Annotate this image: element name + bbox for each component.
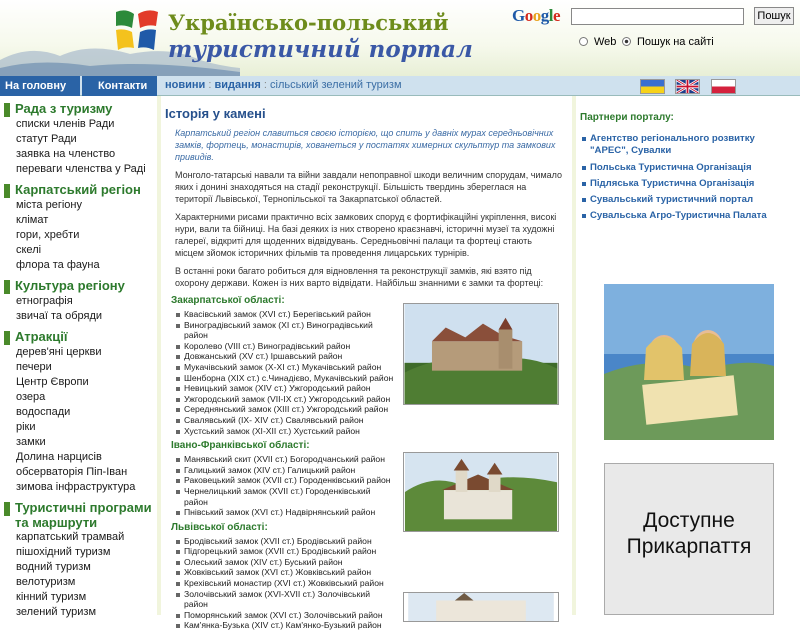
- castle-list-item: Ужгородський замок (VII-IX ст.) Ужгородський район: [175, 394, 395, 405]
- castle-list-item: Галицький замок (XIV ст.) Галицький район: [175, 465, 395, 476]
- radio-web-circle[interactable]: [579, 37, 588, 46]
- sidebar-item[interactable]: заявка на членство: [16, 148, 116, 160]
- castle-list-item: Чернелицький замок (XVII ст.) Городенківський район: [175, 486, 395, 507]
- castle-list-item: Середнянський замок (XIII ст.) Ужгородський район: [175, 404, 395, 415]
- sidebar-item[interactable]: обсерваторія Піп-Іван: [16, 466, 128, 478]
- sidebar-section-header[interactable]: [0, 500, 157, 530]
- castle-list-item: Манявський скит (XVII ст.) Богородчанський район: [175, 454, 395, 465]
- sidebar-item[interactable]: міста регіону: [16, 199, 82, 211]
- uk-flag-icon[interactable]: [675, 79, 700, 94]
- page-title: Історія у камені: [165, 106, 266, 121]
- site-title-line2: туристичний портал: [168, 36, 473, 63]
- partner-link-izba[interactable]: Сувальська Агро-Туристична Палата: [590, 210, 767, 221]
- castle-list-item: Квасівський замок (XVI ст.) Берегівський район: [175, 309, 395, 320]
- partner-link-suwalski[interactable]: Сувальський туристичний портал: [590, 194, 754, 205]
- castle-list-item: Пнівський замок (XVI ст.) Надвірнянський район: [175, 507, 395, 518]
- sidebar-section: [0, 329, 157, 495]
- sidebar-item[interactable]: Долина нарцисів: [16, 451, 102, 463]
- partners-heading: Партнери порталу:: [580, 112, 674, 123]
- section-bar-icon: [4, 280, 10, 294]
- sidebar-item[interactable]: пішохідний туризм: [16, 546, 111, 558]
- section-bar-icon: [4, 502, 10, 516]
- sidebar-item[interactable]: зелений туризм: [16, 606, 97, 618]
- castle-list-item: Поморянський замок (XVI ст.) Золочівський район: [175, 610, 395, 621]
- site-logo[interactable]: [112, 6, 160, 54]
- sidebar-section: [0, 182, 157, 273]
- google-logo: Google: [512, 6, 561, 25]
- partner-link-podlaska[interactable]: Підляська Туристична Організація: [590, 178, 755, 189]
- sidebar-item[interactable]: замки: [16, 436, 46, 448]
- sidebar-section-header[interactable]: [0, 329, 157, 345]
- radio-site[interactable]: [622, 36, 714, 48]
- banner-line1: Доступне: [643, 509, 735, 532]
- sidebar-item[interactable]: етнографія: [16, 295, 73, 307]
- section-bar-icon: [4, 103, 10, 117]
- tourists-banner-image[interactable]: [604, 284, 774, 440]
- sidebar-section-title: Рада з туризму: [15, 101, 113, 116]
- castle-list-item: Хустський замок (XI-XII ст.) Хустський район: [175, 426, 395, 437]
- sidebar-item[interactable]: флора та фауна: [16, 259, 100, 271]
- sidebar-item[interactable]: зимова інфраструктура: [16, 481, 136, 493]
- sidebar-item[interactable]: дерев'яні церкви: [16, 346, 102, 358]
- breadcrumb-separator: :: [208, 79, 212, 91]
- castle-list-item: Кам'янка-Бузька (XIV ст.) Кам'янко-Бузький район: [175, 620, 395, 631]
- castle-list-item: Олеський замок (XIV ст.) Буський район: [175, 557, 395, 568]
- sidebar-section-title: Культура регіону: [15, 278, 125, 293]
- banner-line2: Прикарпаття: [626, 535, 752, 558]
- sidebar-item[interactable]: звичаї та обряди: [16, 310, 103, 322]
- left-sidebar: [0, 96, 157, 618]
- sidebar-item[interactable]: водоспади: [16, 406, 71, 418]
- castle-list-item: Королево (VIII ст.) Виноградівський район: [175, 341, 395, 352]
- nav-bar: [0, 76, 800, 96]
- castle-photo-lviv: [403, 592, 559, 622]
- breadcrumb: [165, 79, 402, 91]
- partner-link-ares[interactable]: Агентство регіонального розвитку "АРЕС", Сувалки: [590, 133, 790, 157]
- castle-list: [175, 536, 395, 631]
- sidebar-item[interactable]: статут Ради: [16, 133, 77, 145]
- sidebar-item[interactable]: скелі: [16, 244, 42, 256]
- sidebar-section: [0, 101, 157, 177]
- paragraph-2: Характерними рисами практично всіх замкових споруд є фортифікаційні укріплення, високі нури, вали та бійниці. На базі деяких із них створено краєзнавчі, історичні музеї та художні галереї, відкриті для щоденних відвідувань. Середньовічні палаци та фортеці стають місцем зйомок історичних фільмів та проведення лицарських турнірів.: [175, 212, 557, 258]
- castle-list: [175, 454, 395, 518]
- castle-list-item: Свалявський (IX- XIV ст.) Свалявський район: [175, 415, 395, 426]
- section-bar-icon: [4, 331, 10, 345]
- castle-list-item: Довжанський (XV ст.) Іршавський район: [175, 351, 395, 362]
- sidebar-item[interactable]: гори, хребти: [16, 229, 80, 241]
- sidebar-item[interactable]: Центр Європи: [16, 376, 89, 388]
- region-heading: Івано-Франківської області:: [171, 440, 310, 452]
- sidebar-item[interactable]: ріки: [16, 421, 36, 433]
- partner-link-pot[interactable]: Польська Туристична Організація: [590, 162, 752, 173]
- search-button[interactable]: Пошук: [754, 7, 794, 25]
- castle-list-item: Золочівський замок (XVI-XVII ст.) Золочівський район: [175, 589, 395, 610]
- sidebar-section: [0, 500, 157, 620]
- sidebar-item[interactable]: клімат: [16, 214, 49, 226]
- ukraine-flag-icon[interactable]: [640, 79, 665, 94]
- search-input[interactable]: [571, 8, 744, 25]
- region-heading: Львівської області:: [171, 521, 268, 533]
- sidebar-item[interactable]: переваги членства у Раді: [16, 163, 146, 175]
- radio-web[interactable]: [579, 36, 616, 48]
- castle-list-item: Крехівський монастир (XVI ст.) Жовківський район: [175, 578, 395, 589]
- paragraph-3: В останні роки багато робиться для відновлення та реконструкції замків, які взято під охорону держави. Кожен із них варто відвідати. Найбільш знанними є замки та фортеці:: [175, 266, 544, 288]
- site-title-line1: Українсько-польський: [168, 10, 449, 35]
- sidebar-item[interactable]: кінний туризм: [16, 591, 87, 603]
- sidebar-section-header[interactable]: [0, 278, 157, 294]
- sidebar-section: [0, 278, 157, 324]
- sidebar-section-title: Карпатський регіон: [15, 182, 141, 197]
- site-header: [0, 0, 800, 76]
- sidebar-item[interactable]: озера: [16, 391, 46, 403]
- radio-web-label: Web: [594, 36, 617, 48]
- main-content: [157, 96, 568, 631]
- breadcrumb-publications[interactable]: видання: [214, 79, 261, 91]
- castle-list-item: Підгорецький замок (XVII ст.) Бродівський район: [175, 546, 395, 557]
- castle-list-item: Виноградівський замок (XI ст.) Виноградівський район: [175, 320, 395, 341]
- castle-list-item: Жовківський замок (XVI ст.) Жовківський район: [175, 567, 395, 578]
- section-bar-icon: [4, 184, 10, 198]
- home-link[interactable]: На головну: [0, 76, 80, 96]
- right-sidebar: [572, 96, 800, 615]
- castle-photo-mukachevo: [403, 303, 559, 405]
- prykarpattia-banner[interactable]: [604, 463, 774, 615]
- sidebar-item[interactable]: велотуризм: [16, 576, 76, 588]
- castle-list-item: Невицький замок (XIV ст.) Ужгородський район: [175, 383, 395, 394]
- castle-list: [175, 309, 395, 436]
- radio-site-label: Пошук на сайті: [637, 36, 714, 48]
- intro-paragraph: Карпатський регіон славиться своєю історією, що спить у давніх мурах середньовічних замків, фортець, монастирів, хованеться у постатях химерних скульптур та замкових привидів.: [175, 128, 556, 162]
- castle-list-item: Шенборна (XIX ст.) с.Чинадієво, Мукачівський район: [175, 373, 395, 384]
- breadcrumb-news[interactable]: новини: [165, 79, 206, 91]
- region-heading: Закарпатської області:: [171, 295, 285, 306]
- poland-flag-icon[interactable]: [711, 79, 736, 94]
- contacts-link[interactable]: Контакти: [82, 76, 157, 96]
- radio-site-circle[interactable]: [622, 37, 631, 46]
- sidebar-section-title: Атракції: [15, 329, 68, 344]
- sidebar-item[interactable]: карпатський трамвай: [16, 531, 125, 543]
- castle-list-item: Мукачівський замок (X-XI ст.) Мукачівський район: [175, 362, 395, 373]
- breadcrumb-current: сільський зелений туризм: [270, 79, 402, 91]
- sidebar-section-header[interactable]: [0, 101, 157, 117]
- castle-photo-manyava: [403, 452, 559, 532]
- sidebar-item[interactable]: печери: [16, 361, 52, 373]
- breadcrumb-separator: :: [263, 79, 267, 91]
- sidebar-item[interactable]: списки членів Ради: [16, 118, 115, 130]
- paragraph-1: Монголо-татарські навали та війни завдали непоправної шкоди величним спорудам, чимало яких і донині знаходяться на стадії реконструкції. Більшість твердинь збереглася на території Львівської, Тернопільської та Закарпатської областей.: [175, 170, 563, 204]
- sidebar-section-header[interactable]: [0, 182, 157, 198]
- sidebar-section-title: Туристичні програми та маршрути: [15, 500, 152, 530]
- sidebar-item[interactable]: водний туризм: [16, 561, 91, 573]
- castle-list-item: Бродівський замок (XVII ст.) Бродівський район: [175, 536, 395, 547]
- castle-list-item: Раковецький замок (XVII ст.) Городенківський район: [175, 475, 395, 486]
